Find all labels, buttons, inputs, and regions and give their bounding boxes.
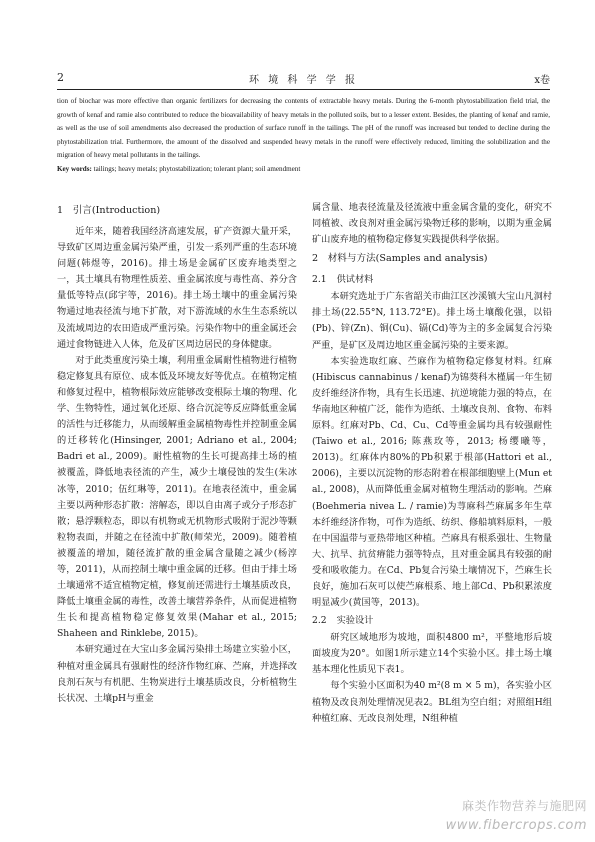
watermark-url: www.fibercrops.com xyxy=(445,818,587,833)
right-column xyxy=(312,200,552,727)
materials-paragraph-2: 本实验选取红麻、苎麻作为植物稳定修复材料。红麻(Hibiscus cannabinus / kenaf)为锦葵科木槿属一年生韧皮纤维经济作物，具有生长迅速、抗逆境能力强的特点，在华南地区种植广泛，能作为造纸、土壤改良剂、食物、布料原料。红麻对Pb、Cd、Cu、Cd等重金属均具有较强耐性(Taiwo et al., 2016; 陈燕玫等，2013; 杨缨曦等，2013)。红麻体内80%的Pb积累于根部(Hattori et al., 2006)，主要以沉淀物的形态附着在根部细胞壁上(Mun et al., 2008)，从而降低重金属对植物生理活动的影响。苎麻(Boehmeria nivea L. / ramie)为荨麻科苎麻属多年生草本纤维经济作物，可作为造纸、纺织、修船填料原料，一般在中国温带与亚热带地区种植。苎麻具有根系强壮、生物量大、抗旱、抗贫瘠能力强等特点，且对重金属具有较强的耐受和吸收能力。在Cd、Pb复合污染土壤情况下，苎麻生长良好，施加石灰可以使苎麻根系、地上部Cd、Pb积累浓度明显减少(黄国等，2013)。 xyxy=(312,355,552,609)
keywords-text: tailings; heavy metals; phytostabilization; tolerant plant; soil amendment xyxy=(91,164,301,173)
section-2-heading: 2 材料与方法(Samples and analysis) xyxy=(312,253,488,265)
running-header xyxy=(57,71,550,87)
intro-paragraph-3: 本研究通过在大宝山多金属污染排土场建立实验小区，种植对重金属具有强耐性的经济作物红麻、苎麻，并选择改良剂石灰与有机肥、生物炭进行土壤基质改良，分析植物生长状况、土壤pH与重金 xyxy=(57,644,297,704)
subsection-2-2-heading xyxy=(312,613,552,629)
design-paragraph-2: 每个实验小区面积为40 m²(8 m × 5 m)，各实验小区植物及改良剂处理情况见表2。BL组为空白组；对照组H组种植红麻、无改良剂处理，N组种植 xyxy=(312,680,552,724)
materials-paragraph-1: 本研究选址于广东省韶关市曲江区沙溪镇大宝山凡洞村排土场(22.55°N, 113.72°E)。排土场土壤酸化强，以铅(Pb)、锌(Zn)、铜(Cu)、镉(Cd)等为主的多金属复合污染严重，是矿区及周边地区重金属污染的主要来源。 xyxy=(312,291,552,351)
journal-name: 环 境 科 学 学 报 xyxy=(249,75,358,86)
design-paragraph-1: 研究区域地形为坡地，面积4800 m²，平整地形后坡面坡度为20°。如图1所示建立14个实验小区。排土场土壤基本理化性质见下表1。 xyxy=(312,632,552,676)
intro-paragraph-2: 对于此类重度污染土壤，利用重金属耐性植物进行植物稳定修复具有原位、成本低及环境友好等优点。在植物定植和修复过程中，植物根际效应能够改变根际土壤的物理、化学、生物特性，通过氧化还原、络合沉淀等反应降低重金属的活性与迁移能力，从而缓解重金属植物毒性并控制重金属的迁移转化(Hinsinger, 2001; Adriano et al., 2004; Badri et al., 2009)。耐性植物的生长可提高排土场的植被覆盖，降低地表径流的产生，减少土壤侵蚀的发生(朱冰冰等，2010；伍红琳等，2011)。在地表径流中，重金属主要以两种形态扩散：溶解态，即以自由离子或分子形态扩散；悬浮颗粒态，即以有机物或无机物形式吸附于泥沙等颗粒物表面，并随之在径流中扩散(师荣光，2009)。随着植被覆盖的增加，随径流扩散的重金属含量随之减少(杨淳等，2011)，从而控制土壤中重金属的迁移。但由于排土场土壤通常不适宜植物定植，修复前还需进行土壤基质改良，降低土壤重金属的毒性，改善土壤营养条件，从而促进植物生长和提高植物稳定修复效果(Mahar et al., 2015; Shaheen and Rinklebe, 2015)。 xyxy=(57,354,297,640)
abstract-text: tion of biochar was more effective than organic fertilizers for decreasing the contents of extractable heavy metals. During the 6-month phytostabilization field trial, the growth of kenaf and ramie also contributed to reduce the bioavailability of heavy metals in the polluted soils, but to a lesser extent. Besides, the planting of kenaf and ramie, as well as the use of soil amendments also decreased the production of surface runoff in the tailings. The pH of the runoff was increased but tended to decline during the phytostabilization trial. Furthermore, the amount of the dissolved and suspended heavy metals in the runoff were effectively reduced, limiting the solubilization and the migration of heavy metal pollutants in the tailings. xyxy=(57,97,550,160)
keywords-label: Key words: xyxy=(57,164,92,173)
header-rule xyxy=(57,89,550,90)
subsection-2-1-title: 供试材料 xyxy=(336,274,374,286)
left-column xyxy=(57,200,297,707)
site-watermark xyxy=(446,796,587,836)
subsection-2-2-title: 实验设计 xyxy=(336,615,374,627)
abstract-block xyxy=(57,95,550,177)
intro-paragraph-continued: 属含量、地表径流量及径流液中重金属含量的变化，研究不同植被、改良剂对重金属污染物迁移的影响，以期为重金属矿山废弃地的植物稳定修复实践提供科学依据。 xyxy=(312,202,552,246)
subsection-2-1-number: 2.1 xyxy=(312,274,327,286)
volume-label: x卷 xyxy=(534,75,550,86)
intro-paragraph-1: 近年来，随着我国经济高速发展，矿产资源大量开采，导致矿区周边重金属污染严重，引发一系列严重的生态环境问题(韩煜等，2016)。排土场是金属矿区废弃地类型之一，其土壤具有物理性质差、重金属浓度与毒性高、养分含量低等特点(邱宇等，2016)。排土场土壤中的重金属污染物通过地表径流与地下扩散，对下游流域的水生生态系统以及流域周边的农田造成严重污染。污染作物中的重金属还会通过食物链进入人体，危及矿区周边居民的身体健康。 xyxy=(57,226,297,350)
watermark-site-name: 麻类作物营养与施肥网 xyxy=(461,799,587,813)
keywords-line xyxy=(57,163,550,177)
subsection-2-2-number: 2.2 xyxy=(312,615,327,627)
page-number: 2 xyxy=(57,71,64,84)
section-1-heading: 1 引言(Introduction) xyxy=(57,205,161,216)
subsection-2-1-heading xyxy=(312,272,552,288)
